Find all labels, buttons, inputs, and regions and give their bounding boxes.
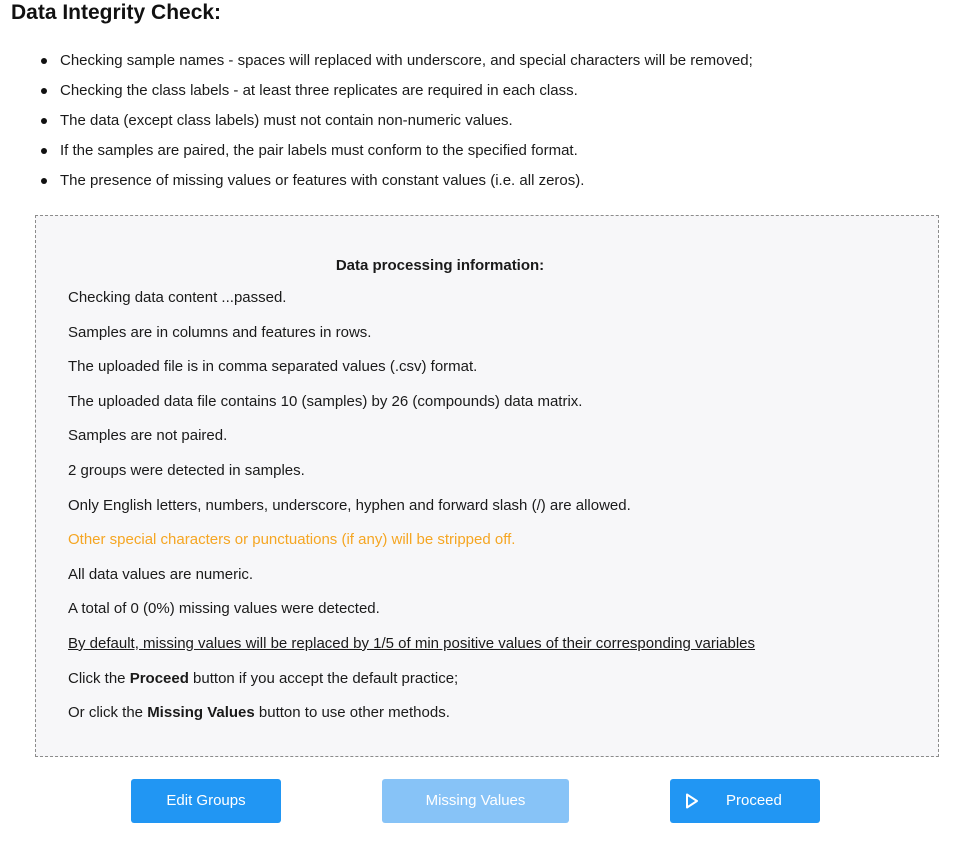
info-warning-line: Other special characters or punctuations (if any) will be stripped off. bbox=[68, 531, 516, 549]
bullet-icon bbox=[41, 88, 47, 94]
check-item: If the samples are paired, the pair labels must conform to the specified format. bbox=[60, 136, 753, 166]
checks-list bbox=[60, 46, 753, 196]
info-line: A total of 0 (0%) missing values were detected. bbox=[68, 600, 380, 618]
bullet-icon bbox=[41, 178, 47, 184]
info-line: Samples are in columns and features in rows. bbox=[68, 323, 372, 341]
proceed-instruction-line: Click the Proceed button if you accept the default practice; bbox=[68, 669, 459, 687]
check-item: Checking the class labels - at least three replicates are required in each class. bbox=[60, 76, 753, 106]
data-processing-panel bbox=[35, 215, 939, 757]
missing-values-button[interactable]: Missing Values bbox=[382, 779, 569, 823]
default-practice-line: By default, missing values will be replaced by 1/5 of min positive values of their corresponding variables bbox=[68, 634, 756, 652]
info-line: The uploaded file is in comma separated values (.csv) format. bbox=[68, 358, 478, 376]
info-line: Only English letters, numbers, underscore, hyphen and forward slash (/) are allowed. bbox=[68, 496, 631, 514]
info-line: All data values are numeric. bbox=[68, 565, 254, 583]
proceed-button[interactable] bbox=[670, 779, 820, 823]
check-item: The data (except class labels) must not contain non-numeric values. bbox=[60, 106, 753, 136]
info-lines bbox=[68, 281, 755, 731]
info-line: 2 groups were detected in samples. bbox=[68, 461, 305, 479]
info-heading: Data processing information: bbox=[335, 257, 545, 274]
bullet-icon bbox=[41, 58, 47, 64]
bullet-icon bbox=[41, 118, 47, 124]
info-line: Samples are not paired. bbox=[68, 427, 228, 445]
check-item: The presence of missing values or features with constant values (i.e. all zeros). bbox=[60, 166, 753, 196]
bullet-icon bbox=[41, 148, 47, 154]
info-line: Checking data content ...passed. bbox=[68, 289, 287, 306]
edit-groups-button[interactable]: Edit Groups bbox=[131, 779, 281, 823]
page-title: Data Integrity Check: bbox=[11, 1, 222, 24]
missing-values-instruction-line: Or click the Missing Values button to use other methods. bbox=[68, 704, 450, 722]
info-line: The uploaded data file contains 10 (samples) by 26 (compounds) data matrix. bbox=[68, 392, 583, 410]
play-icon bbox=[685, 793, 699, 809]
proceed-label: Proceed bbox=[726, 792, 782, 809]
check-item: Checking sample names - spaces will replaced with underscore, and special characters will be removed; bbox=[60, 46, 753, 76]
